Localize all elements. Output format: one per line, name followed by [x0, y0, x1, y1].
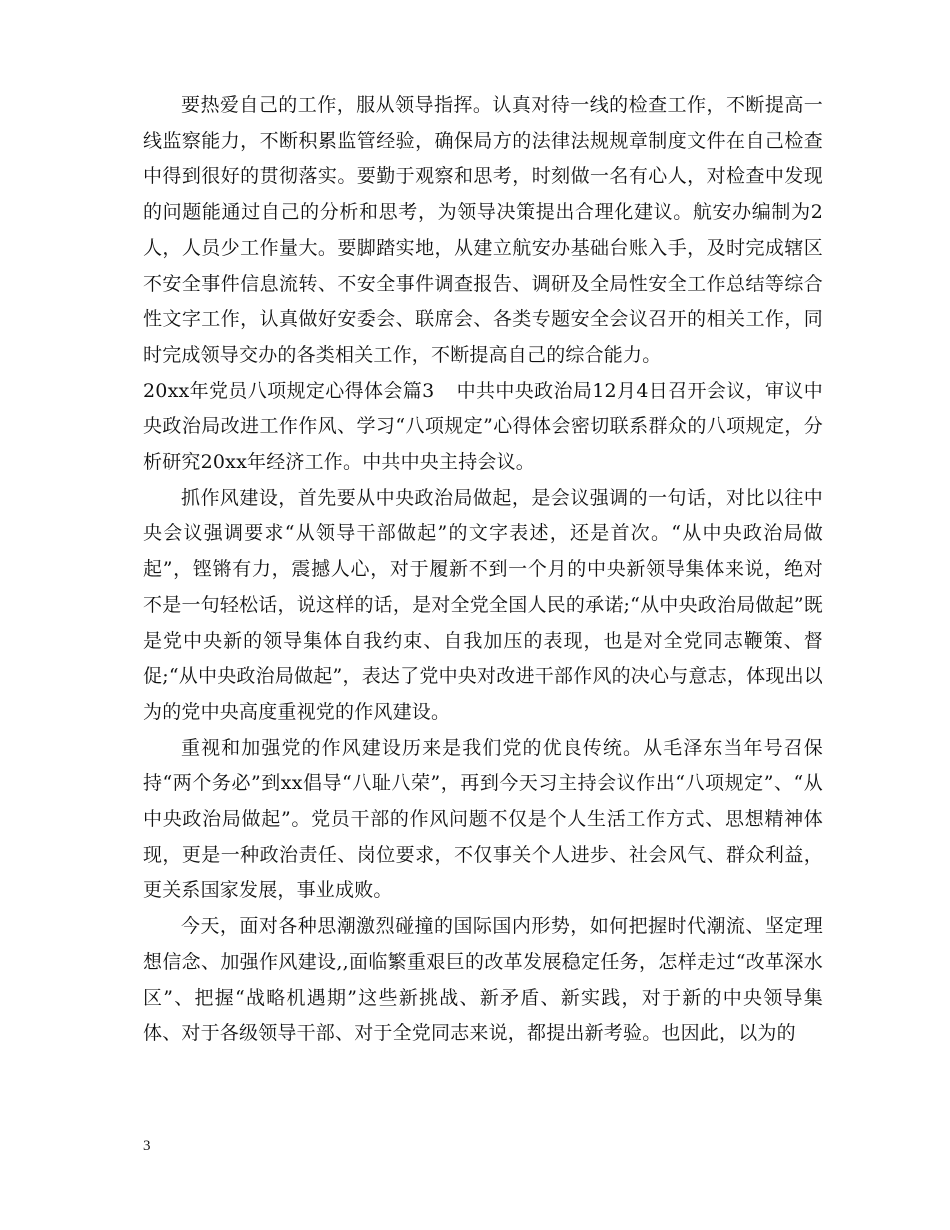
paragraph-work-attitude: 要热爱自己的工作，服从领导指挥。认真对待一线的检查工作，不断提高一线监察能力，不断积累监管经验，确保局方的法律法规规章制度文件在自己检查中得到很好的贯彻落实。要勤于观察和思考，时刻做一名有心人，对检查中发现的问题能通过自己的分析和思考，为领导决策提出合理化建议。航安办编制为2人，人员少工作量大。要脚踏实地，从建立航安办基础台账入手，及时完成辖区不安全事件信息流转、不安全事件调查报告、调研及全局性安全工作总结等综合性文字工作，认真做好安委会、联席会、各类专题安全会议召开的相关工作，同时完成领导交办的各类相关工作，不断提高自己的综合能力。 [143, 94, 823, 366]
paragraph-party-tradition: 重视和加强党的作风建设历来是我们党的优良传统。从毛泽东当年号召保持“两个务必”到xx倡导“八耻八荣”，再到今天习主持会议作出“八项规定”、“从中央政治局做起”。党员干部的作风问题不仅是个人生活工作方式、思想精神体现，更是一种政治责任、岗位要求，不仅事关个人进步、社会风气、群众利益，更关系国家发展，事业成败。 [143, 736, 823, 902]
section-heading: 20xx年党员八项规定心得体会篇3 [143, 379, 435, 402]
paragraph-new-challenges: 今天，面对各种思潮激烈碰撞的国际国内形势，如何把握时代潮流、坚定理想信念、加强作风建设,,面临繁重艰巨的改革发展稳定任务，怎样走过“改革深水区”、把握“战略机遇期”这些新挑战、新矛盾、新实践，对于新的中央领导集体、对于各级领导干部、对于全党同志来说，都提出新考验。也因此，以为的 [143, 915, 823, 1045]
paragraph-politburo-start: 抓作风建设，首先要从中央政治局做起，是会议强调的一句话，对比以往中央会议强调要求“从领导干部做起”的文字表述，还是首次。“从中央政治局做起”，铿锵有力，震撼人心，对于履新不到一个月的中央新领导集体来说，绝对不是一句轻松话，说这样的话，是对全党全国人民的承诺;“从中央政治局做起”既是党中央新的领导集体自我约束、自我加压的表现，也是对全党同志鞭策、督促;“从中央政治局做起”，表达了党中央对改进干部作风的决心与意志，体现出以为的党中央高度重视党的作风建设。 [143, 486, 823, 723]
document-body [143, 88, 823, 1052]
section-intro-text: 中共中央政治局12月4日召开会议，审议中央政治局改进工作作风、学习“八项规定”心得体会密切联系群众的八项规定，分析研究20xx年经济工作。中共中央主持会议。 [143, 379, 823, 474]
paragraph-section-3 [143, 374, 823, 481]
page-number: 3 [143, 1138, 151, 1154]
